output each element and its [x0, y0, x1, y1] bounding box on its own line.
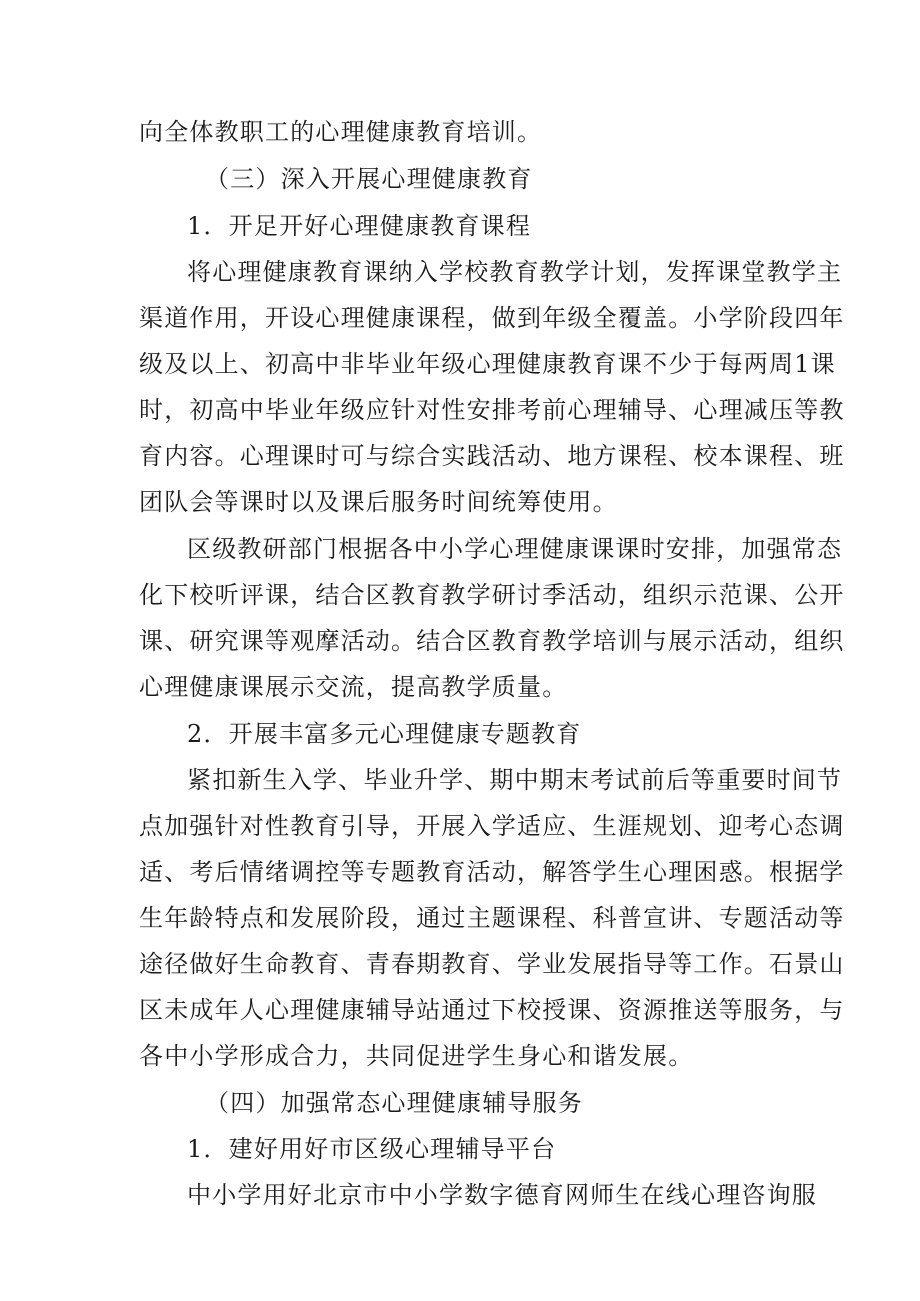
paragraph-line: 途径做好生命教育、青春期教育、学业发展指导等工作。石景山 — [139, 950, 845, 978]
paragraph-line: 紧扣新生入学、毕业升学、期中期末考试前后等重要时间节 — [187, 766, 843, 794]
paragraph-line: 将心理健康教育课纳入学校教育教学计划，发挥课堂教学主 — [187, 258, 843, 286]
subheading-2: 2．开展丰富多元心理健康专题教育 — [187, 720, 582, 748]
paragraph-line: 渠道作用，开设心理健康课程，做到年级全覆盖。小学阶段四年 — [139, 304, 845, 332]
paragraph-line: 课、研究课等观摩活动。结合区教育教学培训与展示活动，组织 — [139, 627, 845, 655]
paragraph-line: 点加强针对性教育引导，开展入学适应、生涯规划、迎考心态调 — [139, 812, 845, 840]
paragraph-line: 团队会等课时以及课后服务时间统筹使用。 — [139, 488, 618, 516]
subheading-1: 1．建好用好市区级心理辅导平台 — [187, 1135, 557, 1163]
paragraph-line: 中小学用好北京市中小学数字德育网师生在线心理咨询服 — [187, 1181, 817, 1209]
section-heading-3: （三）深入开展心理健康教育 — [205, 165, 533, 193]
paragraph-line: 向全体教职工的心理健康教育培训。 — [139, 118, 543, 146]
section-heading-4: （四）加强常态心理健康辅导服务 — [205, 1089, 583, 1117]
paragraph-line: 育内容。心理课时可与综合实践活动、地方课程、校本课程、班 — [139, 442, 845, 470]
subheading-1: 1．开足开好心理健康教育课程 — [187, 212, 532, 240]
paragraph-line: 心理健康课展示交流，提高教学质量。 — [139, 673, 568, 701]
paragraph-line: 区未成年人心理健康辅导站通过下校授课、资源推送等服务，与 — [139, 996, 845, 1024]
paragraph-line: 区级教研部门根据各中小学心理健康课课时安排，加强常态 — [187, 535, 843, 563]
paragraph-line: 各中小学形成合力，共同促进学生身心和谐发展。 — [139, 1042, 694, 1070]
paragraph-line: 生年龄特点和发展阶段，通过主题课程、科普宣讲、专题活动等 — [139, 904, 845, 932]
paragraph-line: 级及以上、初高中非毕业年级心理健康教育课不少于每两周1课 — [139, 350, 836, 378]
paragraph-line: 化下校听评课，结合区教育教学研讨季活动，组织示范课、公开 — [139, 581, 845, 609]
paragraph-line: 时，初高中毕业年级应针对性安排考前心理辅导、心理减压等教 — [139, 396, 845, 424]
paragraph-line: 适、考后情绪调控等专题教育活动，解答学生心理困惑。根据学 — [139, 858, 845, 886]
